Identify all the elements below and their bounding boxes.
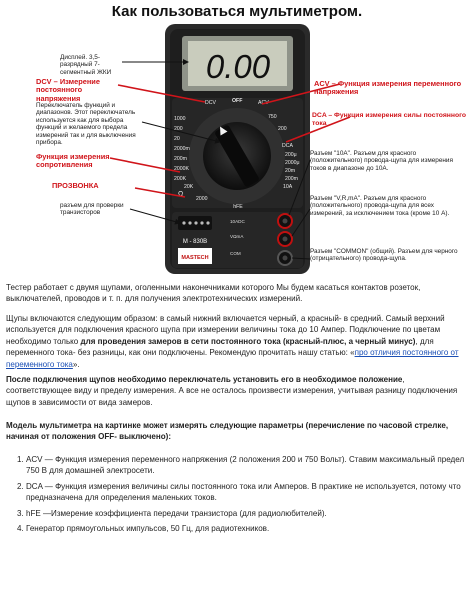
paragraph-parameters: Модель мультиметра на картинке может измерять следующие параметры (перечисление по часовой стрелке, начиная от положения OFF- выключено): (6, 421, 449, 442)
annotation-resistance: Функция измерения сопротивления (36, 152, 110, 170)
range-right-1: 2000μ (285, 160, 300, 166)
annotation-acv: ACV – Функция измерения переменного напряжения (314, 79, 462, 97)
range-right-3: 200m (285, 176, 298, 182)
lcd-value: 0.00 (205, 48, 271, 85)
paragraph-3-bold: После подключения щупов необходимо переключатель установить его в необходимое положение (6, 375, 403, 384)
range-left-3: 2000m (174, 146, 190, 152)
list-item: 4. Генератор прямоугольных импульсов, 50 Гц, для радиотехников. (26, 523, 466, 534)
meter-label-off: OFF (232, 98, 243, 104)
meter-label-ohm: Ω (178, 191, 184, 198)
paragraph-probes (6, 313, 466, 370)
meter-label-10a: 10A (283, 184, 293, 190)
range-left-7: 20K (184, 184, 194, 190)
jack-label-vma: VΩmA (230, 234, 244, 239)
annotation-jack-com: Разъем "COMMON" (общий). Разъем для черного (отрицательного) провода-щупа. (310, 248, 458, 263)
page-title: Как пользоваться мультиметром. (111, 3, 363, 20)
jack-label-com: COM (230, 251, 241, 256)
range-left-4: 200m (174, 156, 187, 162)
paragraph-2-start: Щупы включаются следующим образом: в самый нижний включается черный, а красный- в средний. Самый верхний используется для подключения красного щупа при измерении величины тока до 10 Ампер. Подключение по цветам необходимо только (6, 314, 445, 346)
paragraph-2-middle: , для переменного тока- без разницы, как они подключены. Рекомендую прочитать нашу статью: « (6, 336, 434, 358)
meter-brand: MASTECH (181, 255, 209, 261)
range-left-1: 200 (174, 126, 183, 132)
list-item: 3. hFE —Измерение коэффициента передачи транзистора (для радиолюбителей). (26, 508, 466, 519)
paragraph-3-rest: , соответствующее виду и пределу измерения. А все не осталось произвести измерения, учитывая разницу подключения щупов в зависимости от вида замеров. (6, 375, 458, 407)
range-left-0: 1000 (174, 116, 186, 122)
paragraph-switch (6, 374, 466, 408)
meter-label-750: 750 (268, 114, 277, 120)
list-item: 1. ACV — Функция измерения переменного напряжения (2 положения 200 и 750 Вольт). Ставим максимальный предел 750 В для домашней электросети. (26, 454, 466, 477)
annotation-switch: Переключатель функций и диапазонов. Этот переключатель используется как для выбора функций и желаемого предела измерений так и для выключения прибора. (36, 102, 136, 147)
paragraph-2-bold: для проведения замеров в сети постоянного тока (красный-плюс, а черный минус) (80, 336, 416, 346)
range-right-2: 20m (285, 168, 296, 174)
annotation-transistor: разъем для проверки транзисторов (60, 202, 124, 217)
meter-label-acv: ACV (258, 100, 269, 106)
range-left-6: 200K (174, 176, 187, 182)
range-left-8: 2000 (196, 196, 208, 202)
annotation-dca: DCA – Функция измерения силы постоянного тока (312, 112, 467, 128)
multimeter-figure (0, 22, 474, 276)
meter-label-dca: DCA (282, 143, 293, 149)
paragraph-intro (6, 282, 466, 305)
meter-label-hfe: hFE (233, 204, 243, 210)
range-left-5: 2000K (174, 166, 190, 172)
annotation-dcv: DCV – Измерение постоянного напряжения (36, 77, 100, 103)
annotation-buzzer: ПРОЗВОНКА (52, 181, 99, 190)
paragraph-2-end: ». (72, 359, 80, 369)
list-item: 2. DCA — Функция измерения величины силы постоянного тока или Амперов. В практике не используется, потому что предназначена для определения маленьких токов. (26, 481, 466, 504)
annotation-jack-10a: Разъем "10А". Разъем для красного (положительного) провода-щупа для измерения токов в диапазоне до 10А. (310, 150, 453, 172)
range-left-2: 20 (174, 136, 180, 142)
article-link[interactable]: про отличия постоянного от переменного тока (6, 348, 459, 369)
paragraph-1: Тестер работает с двумя щупами, оголенными наконечниками которого Мы будем касаться контактов розеток, выключателей, проводов и т. п. для получения электротехнических измерений. (6, 283, 421, 304)
annotation-jack-vma: Разъем "V,R,mA". Разъем для красного (положительного) провода-щупа для всех измерений, за исключением тока (кроме 10 А). (310, 195, 450, 217)
annotation-display: Дисплей. 3,5-разрядный 7-сегментный ЖКИ (60, 54, 112, 76)
meter-label-200: 200 (278, 126, 287, 132)
meter-model: M - 830B (182, 239, 208, 245)
meter-label-dcv: DCV (205, 100, 216, 106)
range-right-0: 200μ (285, 152, 297, 158)
jack-label-10adc: 10ADC (230, 219, 245, 224)
parameter-list (6, 454, 466, 538)
